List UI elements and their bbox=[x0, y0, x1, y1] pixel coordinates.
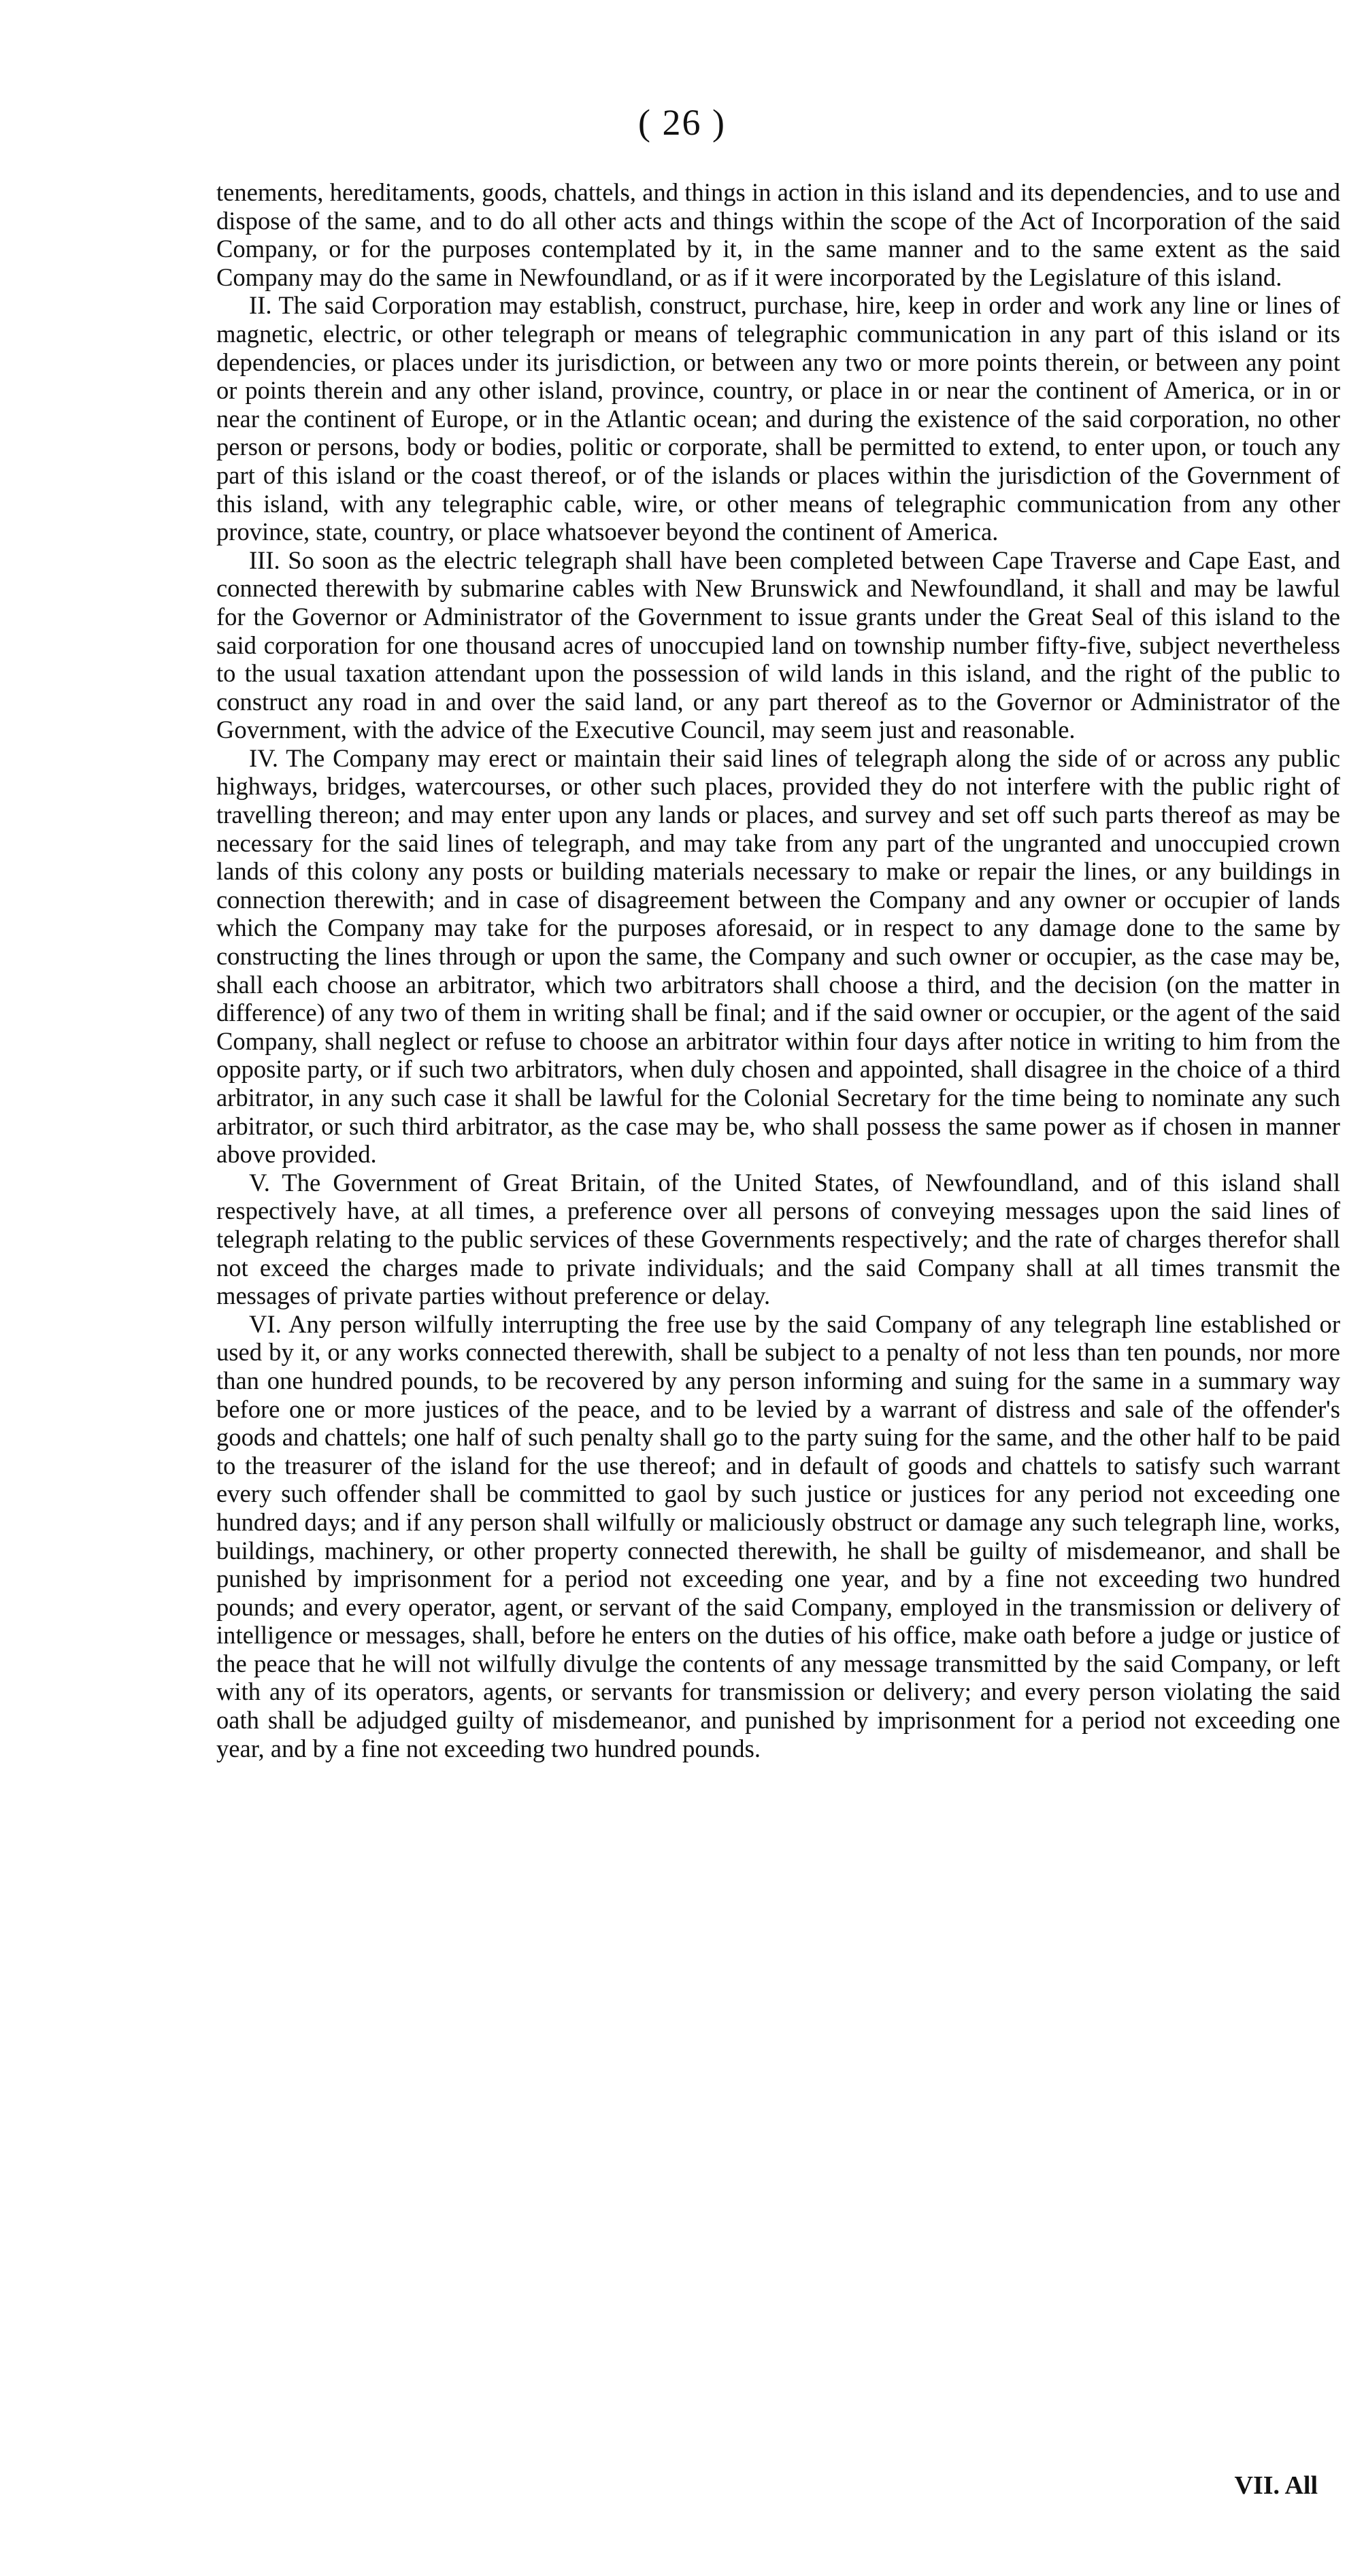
catchword: VII. All bbox=[1234, 2471, 1318, 2500]
section-vi: VI. Any person wilfully interrupting the free use by the said Company of any telegraph line established or used by it, or any works connected therewith, shall be subject to a penalty of not less than ten pounds, nor more than one hundred pounds, to be recovered by any person informing and suing for the same in a summary way before one or more justices of the peace, and to be levied by a warrant of distress and sale of the offender's goods and chattels; one half of such penalty shall go to the party suing for the same, and the other half to be paid to the treasurer of the island for the use thereof; and in default of goods and chattels to satisfy such warrant every such offender shall be committed to gaol by such justice or justices for any period not exceeding one hundred days; and if any person shall wilfully or maliciously obstruct or damage any such telegraph line, works, buildings, machinery, or other property connected therewith, he shall be guilty of misdemeanor, and shall be punished by imprisonment for a period not exceeding one year, and by a fine not exceeding two hundred pounds; and every operator, agent, or servant of the said Company, employed in the transmission or delivery of intelligence or messages, shall, before he enters on the duties of his office, make oath before a judge or justice of the peace that he will not wilfully divulge the contents of any message transmitted by the said Company, or left with any of its operators, agents, or servants for transmission or delivery; and every person violating the said oath shall be adjudged guilty of misdemeanor, and punished by imprisonment for a period not exceeding one year, and by a fine not exceeding two hundred pounds. bbox=[216, 1309, 1340, 1762]
paragraph-continuation: tenements, hereditaments, goods, chattels, and things in action in this island and its dependencies, and to use and dispose of the same, and to do all other acts and things within the scope of the Act of Incorporation of the said Company, or for the purposes contemplated by it, in the same manner and to the same extent as the said Company may do the same in Newfoundland, or as if it were incorporated by the Legislature of this island. bbox=[216, 178, 1340, 291]
section-iii: III. So soon as the electric telegraph shall have been completed between Cape Traverse and Cape East, and connected therewith by submarine cables with New Brunswick and Newfoundland, it shall and may be lawful for the Governor or Administrator of the Government to issue grants under the Great Seal of this island to the said corporation for one thousand acres of unoccupied land on township number fifty-five, subject nevertheless to the usual taxation attendant upon the possession of wild lands in this island, and the right of the public to construct any road in and over the said land, or any part thereof as to the Governor or Administrator of the Government, with the advice of the Executive Council, may seem just and reasonable. bbox=[216, 546, 1340, 744]
page-number: ( 26 ) bbox=[638, 102, 726, 143]
section-v: V. The Government of Great Britain, of the United States, of Newfoundland, and of this island shall respectively have, at all times, a preference over all persons of conveying messages upon the said lines of telegraph relating to the public services of these Governments respectively; and the rate of charges therefor shall not exceed the charges made to private individuals; and the said Company shall at all times transmit the messages of private parties without preference or delay. bbox=[216, 1168, 1340, 1310]
document-body bbox=[216, 178, 1340, 1762]
section-iv: IV. The Company may erect or maintain their said lines of telegraph along the side of or across any public highways, bridges, watercourses, or other such places, provided they do not interfere with the public right of travelling thereon; and may enter upon any lands or places, and survey and set off such parts thereof as may be necessary for the said lines of telegraph, and may take from any part of the ungranted and unoccupied crown lands of this colony any posts or building materials necessary to make or repair the lines, or any buildings in connection therewith; and in case of disagreement between the Company and any owner or occupier of lands which the Company may take for the purposes aforesaid, or in respect to any damage done to the same by constructing the lines through or upon the same, the Company and such owner or occupier, as the case may be, shall each choose an arbitrator, which two arbitrators shall choose a third, and the decision (on the matter in difference) of any two of them in writing shall be final; and if the said owner or occupier, or the agent of the said Company, shall neglect or refuse to choose an arbitrator within four days after notice in writing to him from the opposite party, or if such two arbitrators, when duly chosen and appointed, shall disagree in the choice of a third arbitrator, in any such case it shall be lawful for the Colonial Secretary for the time being to nominate any such arbitrator, or such third arbitrator, as the case may be, who shall possess the same power as if chosen in manner above provided. bbox=[216, 743, 1340, 1169]
section-ii: II. The said Corporation may establish, construct, purchase, hire, keep in order and work any line or lines of magnetic, electric, or other telegraph or means of telegraphic communication in any part of this island or its dependencies, or places under its jurisdiction, or between any two or more points therein, or between any point or points therein and any other island, province, country, or place in or near the continent of America, or in or near the continent of Europe, or in the Atlantic ocean; and during the existence of the said corporation, no other person or persons, body or bodies, politic or corporate, shall be permitted to extend, to enter upon, or touch any part of this island or the coast thereof, or of the islands or places within the jurisdiction of the Government of this island, with any telegraphic cable, wire, or other means of telegraphic communication from any other province, state, country, or place whatsoever beyond the continent of America. bbox=[216, 291, 1340, 546]
